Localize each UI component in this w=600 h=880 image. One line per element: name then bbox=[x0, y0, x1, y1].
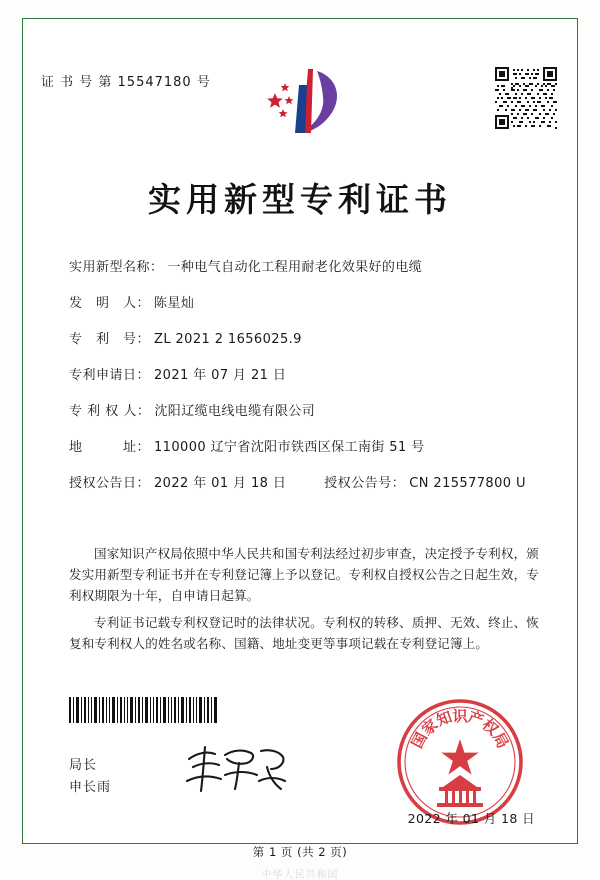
director-role-label: 局长 bbox=[69, 758, 98, 773]
certificate-title: 实用新型专利证书 bbox=[148, 180, 452, 219]
page-indicator: 第 1 页 (共 2 页) bbox=[252, 845, 348, 859]
footer-watermark: 中华人民共和国 bbox=[261, 870, 339, 880]
field-value: 沈阳辽缆电线电缆有限公司 bbox=[154, 404, 316, 419]
legal-text bbox=[69, 543, 539, 660]
field-list bbox=[69, 259, 539, 511]
grant-date-label: 授权公告日： bbox=[69, 476, 151, 491]
field-row-name bbox=[69, 259, 539, 277]
handwritten-signature bbox=[181, 741, 291, 799]
svg-text:国: 国 bbox=[407, 729, 431, 752]
grant-number-label: 授权公告号： bbox=[324, 476, 406, 491]
field-value: 陈星灿 bbox=[154, 296, 195, 311]
legal-paragraph-2: 专利证书记载专利权登记时的法律状况。专利权的转移、质押、无效、终止、恢复和专利权人的姓名或名称、国籍、地址变更等事项记载在专利登记簿上。 bbox=[69, 615, 539, 651]
field-label: 专利申请日： bbox=[69, 368, 151, 383]
svg-text:产: 产 bbox=[465, 707, 486, 730]
legal-paragraph-1: 国家知识产权局依照中华人民共和国专利法经过初步审查，决定授予专利权，颁发实用新型专利证书并在专利登记簿上予以登记。专利权自授权公告之日起生效，专利权期限为十年，自申请日起算。 bbox=[69, 546, 539, 603]
field-label: 专 利 权 人： bbox=[69, 404, 151, 419]
field-label: 专 利 号： bbox=[69, 332, 151, 347]
grant-number-value: CN 215577800 U bbox=[409, 476, 526, 491]
certificate-number: 证 书 号 第 15547180 号 bbox=[41, 75, 211, 90]
field-row-inventor bbox=[69, 295, 539, 313]
field-label: 实用新型名称： bbox=[69, 260, 164, 275]
grant-date-value: 2022 年 01 月 18 日 bbox=[154, 476, 287, 491]
svg-text:知: 知 bbox=[434, 707, 455, 730]
signature-block bbox=[69, 755, 111, 799]
field-value: 2021 年 07 月 21 日 bbox=[154, 368, 287, 383]
field-label: 地 址： bbox=[69, 440, 151, 455]
field-row-address bbox=[69, 439, 539, 457]
svg-text:识: 识 bbox=[452, 707, 468, 725]
svg-text:局: 局 bbox=[489, 729, 513, 752]
field-row-application-date bbox=[69, 367, 539, 385]
field-row-patent-number bbox=[69, 331, 539, 349]
qr-code bbox=[495, 67, 557, 129]
official-seal bbox=[395, 697, 525, 827]
director-name-label: 申长雨 bbox=[69, 780, 112, 795]
grant-number-group bbox=[324, 475, 526, 493]
field-value: 一种电气自动化工程用耐老化效果好的电缆 bbox=[167, 260, 423, 275]
field-row-patentee bbox=[69, 403, 539, 421]
barcode bbox=[69, 697, 219, 727]
field-row-grant-info bbox=[69, 475, 539, 493]
certificate-content bbox=[23, 19, 577, 859]
seal-date: 2022 年 01 月 18 日 bbox=[407, 811, 535, 826]
certificate-border bbox=[22, 18, 578, 859]
field-value: ZL 2021 2 1656025.9 bbox=[154, 332, 302, 347]
svg-text:权: 权 bbox=[478, 715, 502, 740]
field-label: 发 明 人： bbox=[69, 296, 151, 311]
cnipa-logo-icon bbox=[255, 63, 355, 138]
field-value: 110000 辽宁省沈阳市铁西区保工南街 51 号 bbox=[154, 440, 425, 455]
svg-text:家: 家 bbox=[418, 715, 442, 740]
